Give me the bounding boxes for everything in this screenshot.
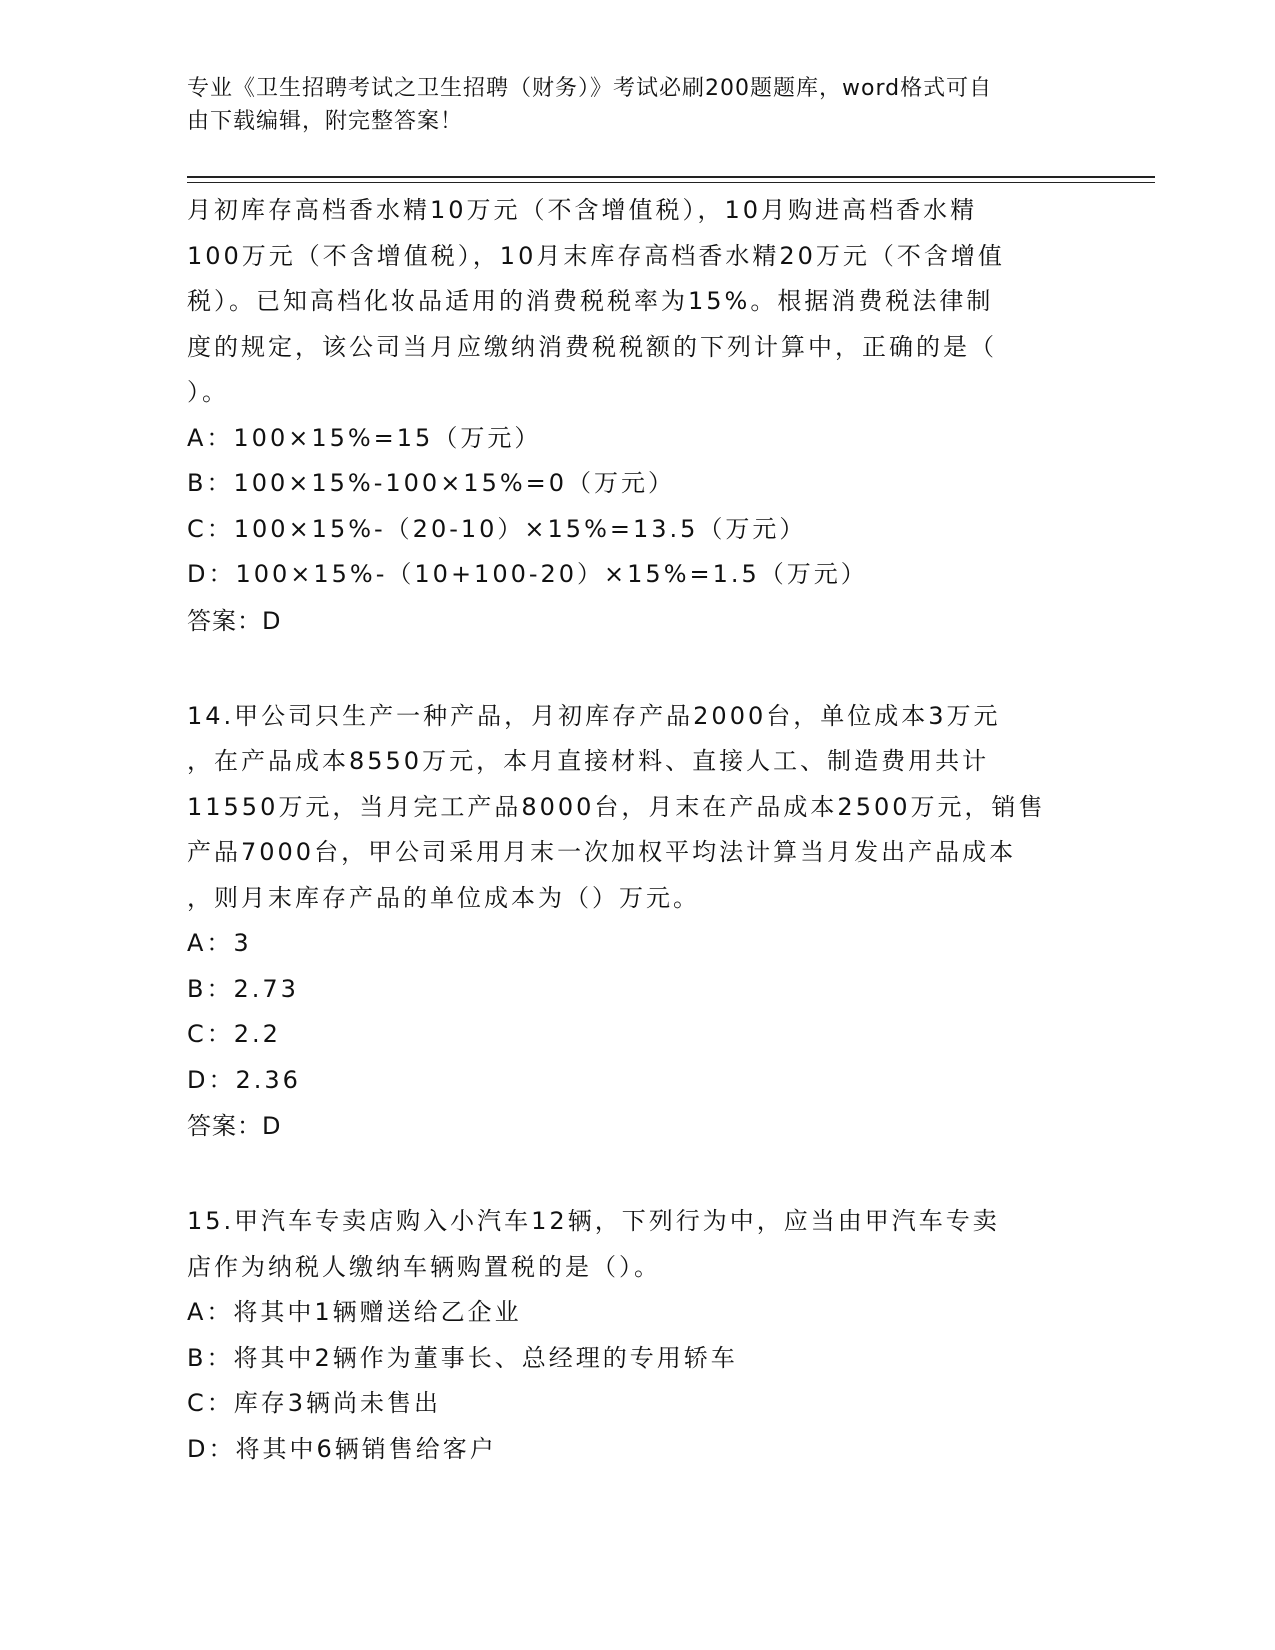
question-stem-line: 月初库存高档香水精10万元（不含增值税），10月购进高档香水精: [187, 196, 978, 224]
question-stem-line: 15.甲汽车专卖店购入小汽车12辆，下列行为中，应当由甲汽车专卖: [187, 1207, 1000, 1235]
question-13: [187, 188, 1087, 644]
question-content: [187, 188, 1087, 1472]
header-divider-thick: [187, 176, 1155, 178]
option-a: A：3: [187, 929, 252, 957]
question-stem-line: 店作为纳税人缴纳车辆购置税的是（）。: [187, 1252, 661, 1281]
option-a: A：将其中1辆赠送给乙企业: [187, 1298, 522, 1326]
document-header: [187, 72, 1067, 138]
question-stem-line: ）。: [187, 378, 229, 406]
question-15: [187, 1199, 1087, 1472]
question-stem-line: 100万元（不含增值税），10月末库存高档香水精20万元（不含增值: [187, 241, 1005, 270]
question-stem-line: 14.甲公司只生产一种产品，月初库存产品2000台，单位成本3万元: [187, 701, 1001, 730]
header-title-line-2: 由下载编辑，附完整答案！: [187, 109, 464, 134]
option-b: B：100×15%-100×15%=0（万元）: [187, 469, 676, 497]
question-spacer: [187, 1149, 1087, 1199]
header-divider-thin: [187, 182, 1155, 183]
header-title-line-1: 专业《卫生招聘考试之卫生招聘（财务）》考试必刷200题题库，word格式可自: [187, 76, 993, 101]
question-stem-line: ，则月末库存产品的单位成本为（）万元。: [187, 883, 700, 912]
question-stem-line: 度的规定，该公司当月应缴纳消费税税额的下列计算中，正确的是（: [187, 332, 997, 361]
answer-text: 答案：D: [187, 606, 282, 635]
question-14: [187, 694, 1087, 1150]
question-stem-line: 税）。已知高档化妆品适用的消费税税率为15%。根据消费税法律制: [187, 287, 994, 315]
option-b: B：将其中2辆作为董事长、总经理的专用轿车: [187, 1343, 738, 1372]
option-d: D：2.36: [187, 1065, 301, 1094]
question-stem-line: ，在产品成本8550万元，本月直接材料、直接人工、制造费用共计: [187, 747, 990, 775]
question-spacer: [187, 644, 1087, 694]
option-c: C：2.2: [187, 1020, 281, 1048]
question-stem-line: 产品7000台，甲公司采用月末一次加权平均法计算当月发出产品成本: [187, 838, 1017, 866]
option-c: C：100×15%-（20-10）×15%=13.5（万元）: [187, 514, 807, 543]
option-d: D：100×15%-（10+100-20）×15%=1.5（万元）: [187, 560, 868, 588]
option-d: D：将其中6辆销售给客户: [187, 1434, 497, 1463]
option-b: B：2.73: [187, 974, 299, 1003]
answer-text: 答案：D: [187, 1112, 282, 1140]
option-c: C：库存3辆尚未售出: [187, 1389, 442, 1417]
option-a: A：100×15%=15（万元）: [187, 423, 542, 452]
question-stem-line: 11550万元，当月完工产品8000台，月末在产品成本2500万元，销售: [187, 792, 1046, 821]
